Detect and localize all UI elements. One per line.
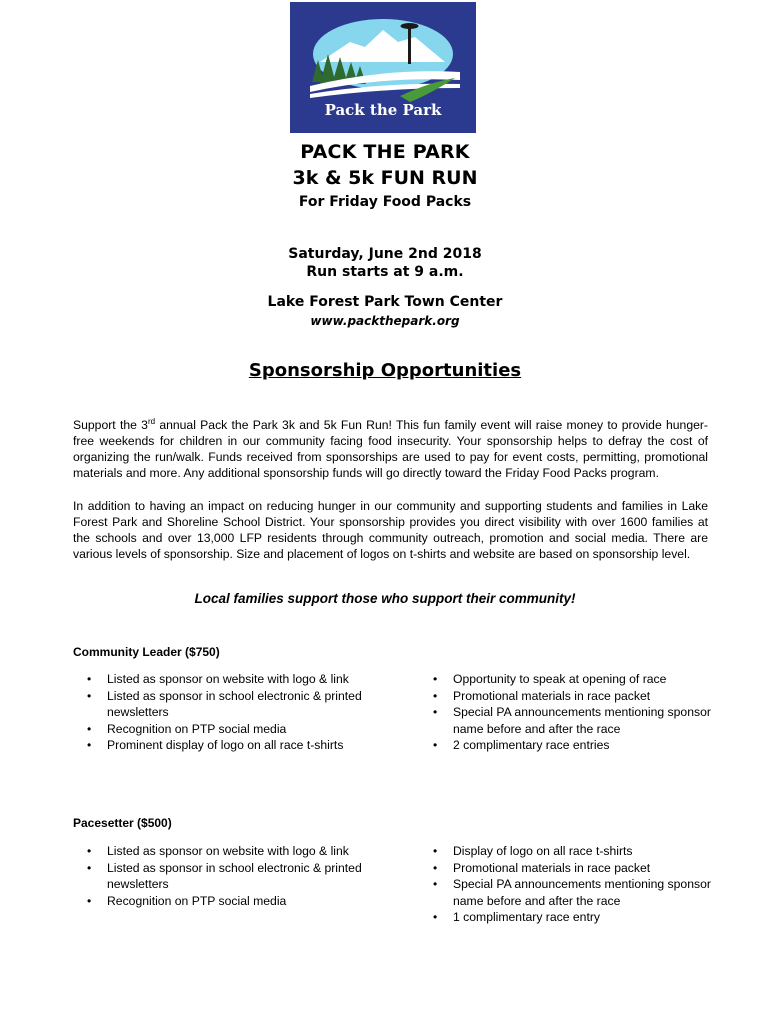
logo-graphic	[290, 2, 476, 133]
pacesetter-benefits-right	[419, 843, 719, 926]
list-item: • Special PA announcements mentioning sponsor name before and after the race	[419, 876, 719, 909]
community-leader-benefits-right	[419, 671, 719, 754]
title-line-1: PACK THE PARK	[300, 141, 470, 163]
list-item: • Listed as sponsor on website with logo & link	[73, 671, 393, 688]
level-title-pacesetter: Pacesetter ($500)	[73, 816, 172, 830]
list-item: • Opportunity to speak at opening of race	[419, 671, 719, 688]
list-item: • Listed as sponsor on website with logo & link	[73, 843, 393, 860]
location: Lake Forest Park Town Center	[267, 294, 503, 310]
list-item: • Display of logo on all race t-shirts	[419, 843, 719, 860]
intro-paragraph-1: Support the 3rd annual Pack the Park 3k and 5k Fun Run! This fun family event will raise money to provide hunger-free weekends for children in our community facing food insecurity. Your sponsorship helps to defray the cost of organizing the run/walk. Funds received from sponsorships are used to pay for event costs, permitting, promotional materials and more. Any additional sponsorship funds will go directly toward the Friday Food Packs program.	[73, 416, 708, 481]
website-link[interactable]: www.packthepark.org	[310, 314, 460, 328]
section-title: Sponsorship Opportunities	[248, 360, 522, 381]
list-item: • Special PA announcements mentioning sponsor name before and after the race	[419, 704, 719, 737]
list-item: • Listed as sponsor in school electronic & printed newsletters	[73, 860, 393, 893]
list-item: • Recognition on PTP social media	[73, 721, 393, 738]
intro-paragraph-2: In addition to having an impact on reducing hunger in our community and supporting students and families in Lake Forest Park and Shoreline School District. Your sponsorship provides you direct visibility with over 1600 families at the schools and over 13,000 LFP residents through community outreach, promotion and social media. There are various levels of sponsorship. Size and placement of logos on t-shirts and website are based on sponsorship level.	[73, 499, 708, 562]
list-item: • Listed as sponsor in school electronic & printed newsletters	[73, 688, 393, 721]
slogan: Local families support those who support their community!	[194, 591, 576, 606]
start-time: Run starts at 9 a.m.	[306, 264, 464, 280]
community-leader-benefits-left	[73, 671, 393, 754]
list-item: • Promotional materials in race packet	[419, 688, 719, 705]
pacesetter-benefits-left	[73, 843, 393, 909]
title-line-2: 3k & 5k FUN RUN	[292, 167, 478, 189]
space-needle-icon	[408, 24, 411, 64]
list-item: • 2 complimentary race entries	[419, 737, 719, 754]
event-date: Saturday, June 2nd 2018	[288, 246, 482, 262]
list-item: • Promotional materials in race packet	[419, 860, 719, 877]
level-title-community-leader: Community Leader ($750)	[73, 645, 220, 659]
logo-text: Pack the Park	[324, 101, 442, 119]
list-item: • Recognition on PTP social media	[73, 893, 393, 910]
pack-the-park-logo	[290, 2, 476, 133]
list-item: • Prominent display of logo on all race t-shirts	[73, 737, 393, 754]
subtitle: For Friday Food Packs	[298, 194, 472, 210]
list-item: • 1 complimentary race entry	[419, 909, 719, 926]
